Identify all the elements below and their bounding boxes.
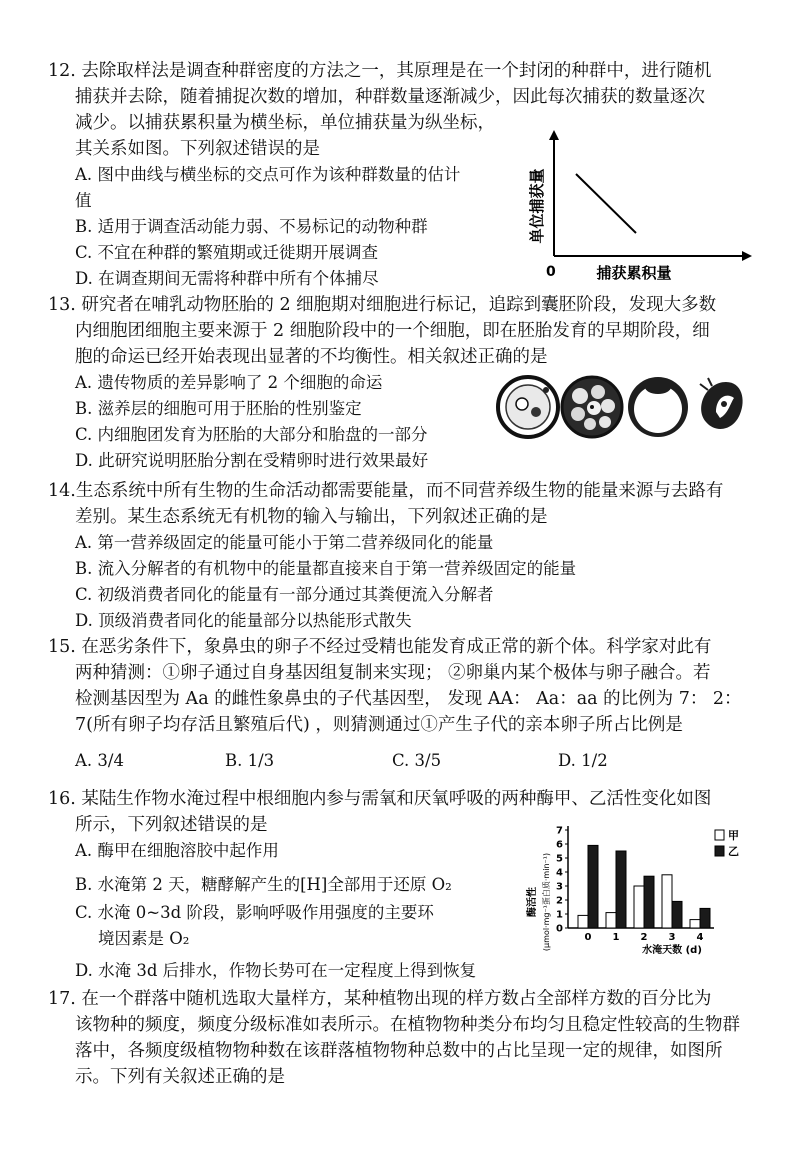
q12-figure-xlabel: 捕获累积量 (596, 264, 672, 282)
q16-line-1: 16. 某陆生作物水淹过程中根细胞内参与需氧和厌氧呼吸的两种酶甲、乙活性变化如图 (48, 789, 712, 809)
q16-option-a: A. 酶甲在细胞溶胶中起作用 (75, 841, 279, 860)
q15-line-1: 15. 在恶劣条件下，象鼻虫的卵子不经过受精也能发育成正常的新个体。科学家对此有 (48, 637, 712, 657)
q14-option-a: A. 第一营养级固定的能量可能小于第二营养级同化的能量 (75, 533, 494, 552)
chart-bar-jia (578, 915, 588, 928)
chart-legend-swatch (715, 830, 724, 840)
q15-option-c: C. 3/5 (392, 751, 442, 770)
q13-line-3: 胞的命运已经开始表现出显著的不均衡性。相关叙述正确的是 (75, 347, 548, 367)
q12-option-a-cont: 值 (75, 191, 92, 210)
q13-option-b: B. 滋养层的细胞可用于胚胎的性别鉴定 (75, 399, 362, 418)
chart-y-tick-label: 2 (556, 895, 563, 907)
q16-option-b: B. 水淹第 2 天，糖酵解产生的[H]全部用于还原 O₂ (75, 875, 452, 894)
chart-bar-yi (700, 908, 710, 928)
q13-embryo-figure (494, 372, 756, 442)
q13-option-c: C. 内细胞团发育为胚胎的大部分和胎盘的一部分 (75, 425, 428, 444)
q12-x-arrow (742, 251, 752, 261)
q12-figure-origin: 0 (546, 264, 556, 280)
q16-option-c: C. 水淹 0~3d 阶段，影响呼吸作用强度的主要环 (75, 903, 434, 922)
embryo-stage-zygote (498, 377, 558, 437)
q17-line-4: 示。下列有关叙述正确的是 (75, 1067, 285, 1087)
q14-option-c: C. 初级消费者同化的能量有一部分通过其粪便流入分解者 (75, 585, 494, 604)
chart-bar-yi (672, 901, 682, 928)
q12-option-d: D. 在调查期间无需将种群中所有个体捕尽 (75, 269, 379, 288)
q14-line-1: 14.生态系统中所有生物的生命活动都需要能量，而不同营养级生物的能量来源与去路有 (48, 481, 724, 501)
chart-x-tick-label: 4 (696, 932, 704, 943)
q12-option-b: B. 适用于调查活动能力弱、不易标记的动物种群 (75, 217, 428, 236)
chart-legend-label: 甲 (728, 829, 739, 842)
chart-y-tick-label: 1 (556, 909, 563, 921)
q12-line-2: 捕获并去除，随着捕捉次数的增加，种群数量逐渐减少，因此每次捕获的数量逐次 (75, 87, 705, 107)
q12-figure-ylabel: 单位捕获量 (528, 168, 546, 244)
chart-legend-label: 乙 (728, 845, 739, 858)
chart-x-tick-label: 1 (612, 932, 620, 943)
chart-bar-yi (616, 851, 626, 928)
q17-line-1: 17. 在一个群落中随机选取大量样方，某种植物出现的样方数占全部样方数的百分比为 (48, 989, 712, 1009)
chart-ylabel-main: 酶活性 (527, 887, 538, 917)
q17-line-3: 落中，各频度级植物物种数在该群落植物物种总数中的占比呈现一定的规律，如图所 (75, 1041, 723, 1061)
q17-line-2: 该物种的频度，频度分级标准如表所示。在植物物种类分布均匀且稳定性较高的生物群 (75, 1015, 740, 1035)
enzyme-activity-chart (510, 820, 760, 960)
q12-y-arrow (549, 130, 559, 140)
chart-bar-yi (644, 876, 654, 928)
q16-option-d: D. 水淹 3d 后排水，作物长势可在一定程度上得到恢复 (75, 961, 477, 980)
q15-line-2: 两种猜测：①卵子通过自身基因组复制来实现； ②卵巢内某个极体与卵子融合。若 (75, 663, 711, 683)
chart-y-tick-label: 7 (556, 825, 563, 837)
embryo-stage-morula (562, 377, 622, 437)
chart-legend-swatch (715, 846, 724, 856)
chart-bar-jia (634, 886, 644, 928)
chart-x-tick-label: 3 (668, 932, 676, 943)
q12-line-1: 12. 去除取样法是调查种群密度的方法之一，其原理是在一个封闭的种群中，进行随机 (48, 61, 712, 81)
chart-y-tick-label: 0 (556, 923, 563, 935)
q12-option-a: A. 图中曲线与横坐标的交点可作为该种群数量的估计 (75, 165, 461, 184)
q12-option-c: C. 不宜在种群的繁殖期或迁徙期开展调查 (75, 243, 379, 262)
chart-x-tick-label: 0 (584, 932, 592, 943)
chart-bar-yi (588, 845, 598, 928)
q15-line-3: 检测基因型为 Aa 的雌性象鼻虫的子代基因型， 发现 AA： Aa：aa 的比例为 7： 2： (75, 689, 742, 709)
q15-option-d: D. 1/2 (558, 751, 608, 770)
q14-line-2: 差别。某生态系统无有机物的输入与输出，下列叙述正确的是 (75, 507, 548, 527)
chart-x-tick-label: 2 (640, 932, 648, 943)
chart-y-tick-label: 3 (556, 881, 563, 893)
embryo-stage-blastocyst (628, 377, 688, 437)
q15-option-b: B. 1/3 (225, 751, 275, 770)
q15-option-a: A. 3/4 (75, 751, 124, 770)
chart-xlabel: 水淹天数 (d) (642, 945, 702, 956)
q13-line-1: 13. 研究者在哺乳动物胚胎的 2 细胞期对细胞进行标记，追踪到囊胚阶段，发现大多数 (48, 295, 717, 315)
q14-option-d: D. 顶级消费者同化的能量部分以热能形式散失 (75, 611, 412, 630)
chart-y-tick-label: 5 (556, 853, 563, 865)
q16-option-c-cont: 境因素是 O₂ (98, 929, 190, 948)
q15-line-4: 7(所有卵子均存活且繁殖后代) ，则猜测通过①产生子代的亲本卵子所占比例是 (75, 715, 683, 735)
q13-option-a: A. 遗传物质的差异影响了 2 个细胞的命运 (75, 373, 383, 392)
q16-line-2: 所示，下列叙述错误的是 (75, 815, 268, 835)
q13-option-d: D. 此研究说明胚胎分割在受精卵时进行效果最好 (75, 451, 429, 470)
q12-line-4: 其关系如图。下列叙述错误的是 (75, 139, 320, 159)
q12-figure (522, 128, 762, 288)
chart-ylabel-unit: (μmol·mg⁻¹蛋白质·min⁻¹) (542, 852, 551, 952)
chart-bar-jia (690, 920, 700, 928)
chart-y-tick-label: 4 (556, 867, 563, 879)
chart-bar-jia (662, 875, 672, 928)
q12-line-3: 减少。以捕获累积量为横坐标，单位捕获量为纵坐标， (75, 113, 495, 133)
chart-bar-jia (606, 913, 616, 928)
chart-y-tick-label: 6 (556, 839, 563, 851)
q13-line-2: 内细胞团细胞主要来源于 2 细胞阶段中的一个细胞，即在胚胎发育的早期阶段，细 (75, 321, 710, 341)
q14-option-b: B. 流入分解者的有机物中的能量都直接来自于第一营养级固定的能量 (75, 559, 577, 578)
embryo-stage-gastrula (700, 378, 743, 429)
q12-curve (576, 174, 636, 233)
